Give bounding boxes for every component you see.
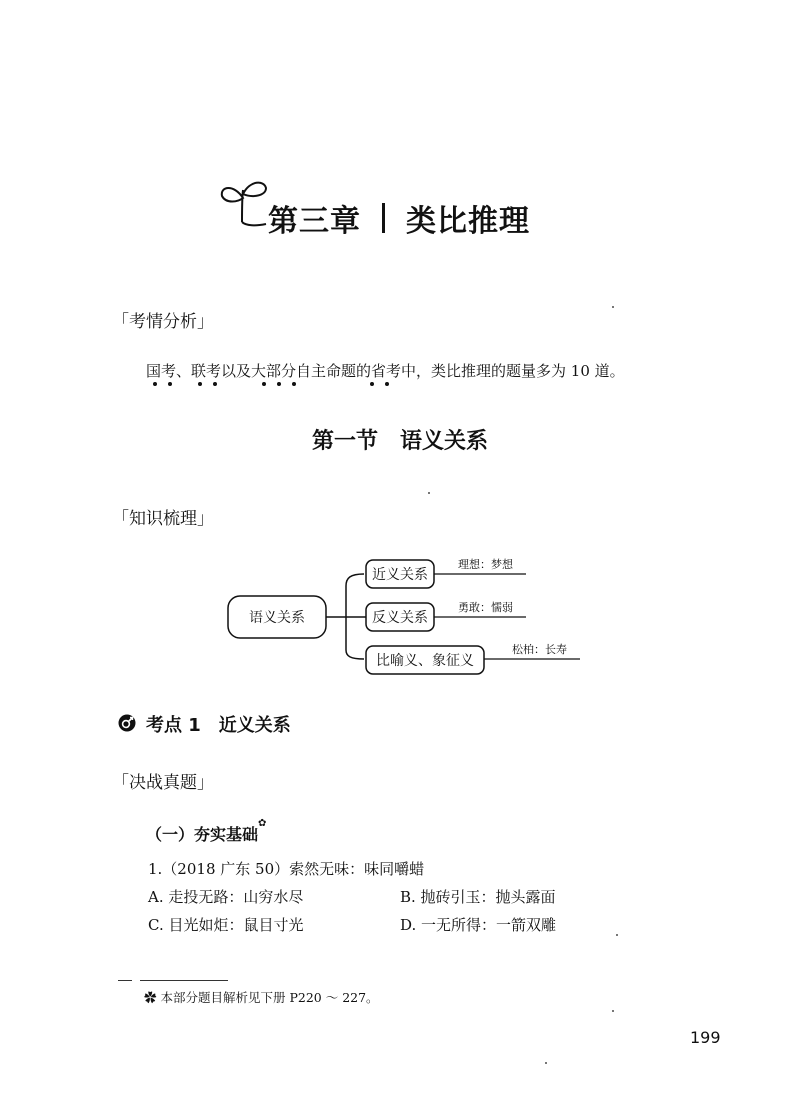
left-bracket: 「 [112, 509, 129, 529]
emphasis-dot [168, 382, 172, 386]
option-d: D. 一无所得：一箭双雕 [400, 916, 557, 934]
chapter-title: 第三章 [268, 204, 361, 239]
flower-icon: ✿ [258, 818, 267, 829]
scan-speck [612, 306, 614, 308]
emphasis-dot [292, 382, 296, 386]
left-bracket: 「 [112, 312, 129, 332]
flower-icon: ✿ [144, 990, 157, 1005]
scan-speck [545, 1062, 547, 1064]
scan-speck [616, 934, 618, 936]
footnote [144, 988, 379, 1006]
subheading: （一）夯实基础 [146, 825, 259, 844]
option-a: A. 走投无路：山穷水尽 [148, 888, 304, 906]
question-stem: 1.（2018 广东 50）索然无味：味同嚼蜡 [148, 860, 425, 878]
analysis-label [112, 307, 214, 332]
emphasis-dot [385, 382, 389, 386]
mindmap-example: 松柏：长寿 [512, 643, 567, 656]
mindmap-diagram [222, 550, 592, 680]
chapter-name: 类比推理 [406, 204, 530, 239]
exam-label-text: 决战真题 [129, 773, 197, 793]
emphasis-dot [262, 382, 266, 386]
chapter-divider [382, 203, 385, 233]
mindmap-example: 勇敢：懦弱 [458, 601, 513, 614]
exam-label [112, 768, 214, 793]
emphasis-dot [370, 382, 374, 386]
page-number: 199 [690, 1028, 721, 1047]
scan-speck [428, 492, 430, 494]
mindmap-branch-label: 比喻义、象征义 [376, 653, 474, 669]
emphasis-dot [153, 382, 157, 386]
footnote-text: 本部分题目解析见下册 P220 ～ 227。 [160, 990, 379, 1005]
mindmap-branch-label: 近义关系 [372, 567, 428, 583]
emphasis-dot [277, 382, 281, 386]
option-b: B. 抛砖引玉：抛头露面 [400, 888, 556, 906]
knowledge-label [112, 504, 214, 529]
analysis-label-text: 考情分析 [129, 312, 197, 332]
point-title: 考点 1 近义关系 [146, 715, 291, 736]
option-c: C. 目光如炬：鼠目寸光 [148, 916, 304, 934]
section-title: 第一节 语义关系 [311, 429, 488, 454]
right-bracket: 」 [197, 509, 214, 529]
emphasis-dot [213, 382, 217, 386]
mindmap-branch-label: 反义关系 [372, 610, 428, 626]
knowledge-label-text: 知识梳理 [129, 509, 197, 529]
mindmap-root-label: 语义关系 [249, 610, 305, 626]
emphasis-dot [198, 382, 202, 386]
sprout-icon [212, 178, 274, 228]
scan-speck [612, 1010, 614, 1012]
analysis-text: 国考、联考以及大部分自主命题的省考中，类比推理的题量多为 10 道。 [146, 362, 625, 380]
right-bracket: 」 [197, 773, 214, 793]
mindmap-example: 理想：梦想 [458, 558, 513, 571]
left-bracket: 「 [112, 773, 129, 793]
target-icon [118, 714, 136, 732]
right-bracket: 」 [197, 312, 214, 332]
